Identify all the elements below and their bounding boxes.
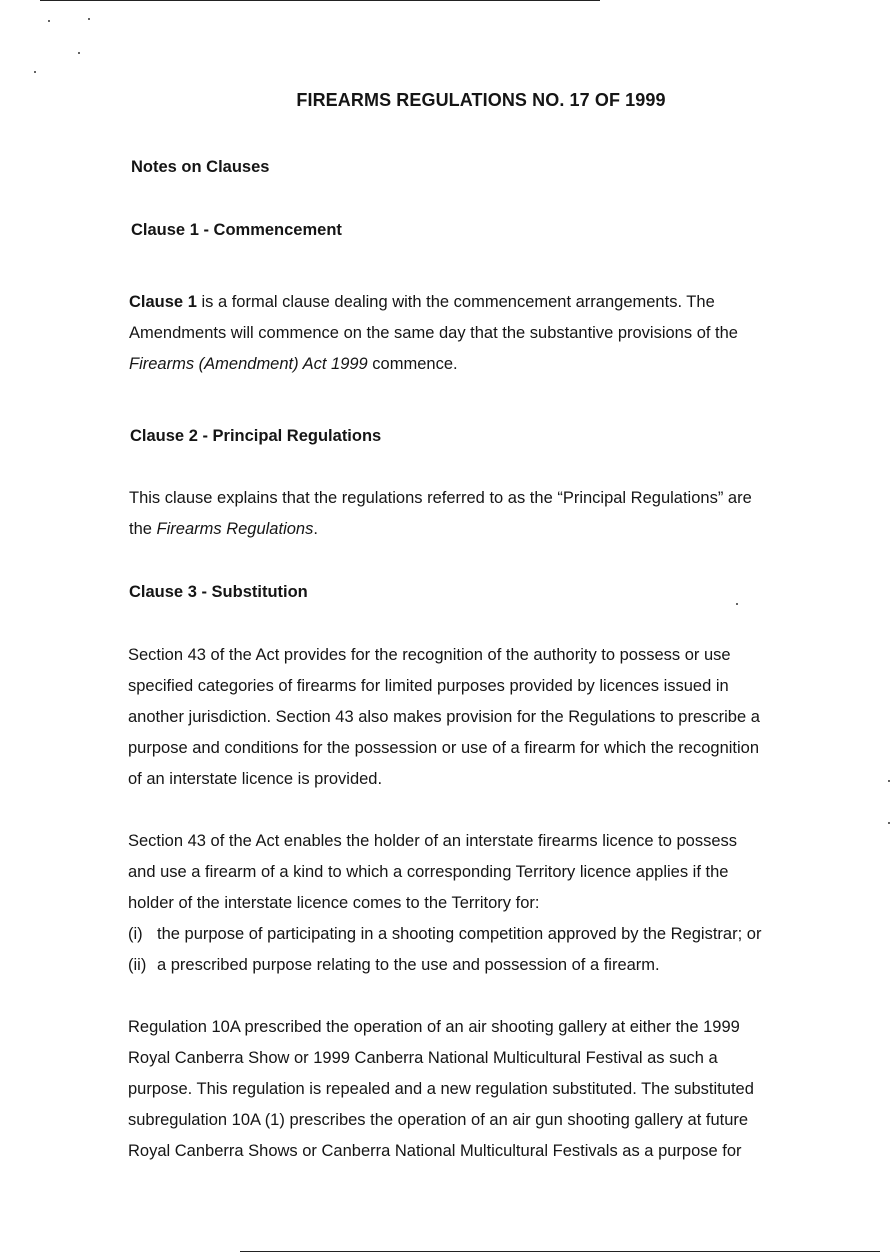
clause-1-heading: Clause 1 - Commencement bbox=[131, 221, 342, 239]
document-title: FIREARMS REGULATIONS NO. 17 OF 1999 bbox=[296, 90, 666, 110]
clause-3-paragraph-3 bbox=[128, 1012, 838, 1167]
notes-heading: Notes on Clauses bbox=[131, 158, 270, 176]
clause-3-paragraph-2 bbox=[128, 826, 838, 981]
regulations-title: Firearms Regulations bbox=[156, 520, 314, 538]
scan-speck bbox=[78, 52, 80, 54]
scan-speck bbox=[888, 822, 890, 824]
act-title: Firearms (Amendment) Act 1999 bbox=[129, 355, 368, 373]
text-line: Royal Canberra Shows or Canberra National Multicultural Festivals as a purpose for bbox=[128, 1142, 742, 1160]
text-fragment: is a formal clause dealing with the commencement arrangements. The bbox=[196, 293, 715, 311]
text-line: purpose and conditions for the possession or use of a firearm for which the recognition bbox=[128, 739, 760, 757]
text-line: and use a firearm of a kind to which a corresponding Territory licence applies if the bbox=[128, 863, 729, 881]
text-fragment: commence. bbox=[367, 355, 458, 373]
list-text: the purpose of participating in a shooting competition approved by the Registrar; or bbox=[157, 925, 762, 943]
text-line: holder of the interstate licence comes to the Territory for: bbox=[128, 894, 540, 912]
clause-2-paragraph bbox=[129, 483, 839, 545]
list-item bbox=[128, 950, 838, 981]
text-line: another jurisdiction. Section 43 also makes provision for the Regulations to prescribe a bbox=[128, 708, 760, 726]
clause-2-heading: Clause 2 - Principal Regulations bbox=[130, 427, 382, 445]
text-line bbox=[129, 349, 839, 380]
text-line: Royal Canberra Show or 1999 Canberra National Multicultural Festival as such a bbox=[128, 1049, 718, 1067]
clause-1-bold-ref: Clause 1 bbox=[129, 293, 197, 311]
text-line bbox=[129, 514, 839, 545]
text-line: specified categories of firearms for limited purposes provided by licences issued in bbox=[128, 677, 729, 695]
top-scan-edge bbox=[40, 0, 600, 1]
text-fragment: the bbox=[129, 520, 157, 538]
scan-speck bbox=[88, 18, 90, 20]
clause-1-paragraph bbox=[129, 287, 839, 380]
list-number: (i) bbox=[128, 925, 143, 943]
scan-speck bbox=[48, 20, 50, 22]
clause-3-paragraph-1 bbox=[128, 640, 838, 795]
text-line: subregulation 10A (1) prescribes the operation of an air gun shooting gallery at future bbox=[128, 1111, 749, 1129]
text-line: Section 43 of the Act enables the holder of an interstate firearms licence to possess bbox=[128, 832, 738, 850]
bottom-scan-edge bbox=[240, 1251, 880, 1252]
scan-speck bbox=[888, 780, 890, 782]
text-line bbox=[129, 287, 839, 318]
list-text: a prescribed purpose relating to the use and possession of a firearm. bbox=[157, 956, 660, 974]
clause-3-heading: Clause 3 - Substitution bbox=[129, 583, 308, 601]
text-line: Regulation 10A prescribed the operation of an air shooting gallery at either the 1999 bbox=[128, 1018, 740, 1036]
scan-speck bbox=[736, 603, 738, 605]
list-item bbox=[128, 919, 838, 950]
list-number: (ii) bbox=[128, 956, 147, 974]
text-line: Amendments will commence on the same day that the substantive provisions of the bbox=[129, 324, 738, 342]
text-line: of an interstate licence is provided. bbox=[128, 770, 383, 788]
text-line: This clause explains that the regulations referred to as the “Principal Regulations” are bbox=[129, 489, 752, 507]
scan-speck bbox=[34, 71, 36, 73]
text-line: Section 43 of the Act provides for the recognition of the authority to possess or use bbox=[128, 646, 731, 664]
text-line: purpose. This regulation is repealed and a new regulation substituted. The substituted bbox=[128, 1080, 754, 1098]
text-fragment: . bbox=[313, 520, 318, 538]
